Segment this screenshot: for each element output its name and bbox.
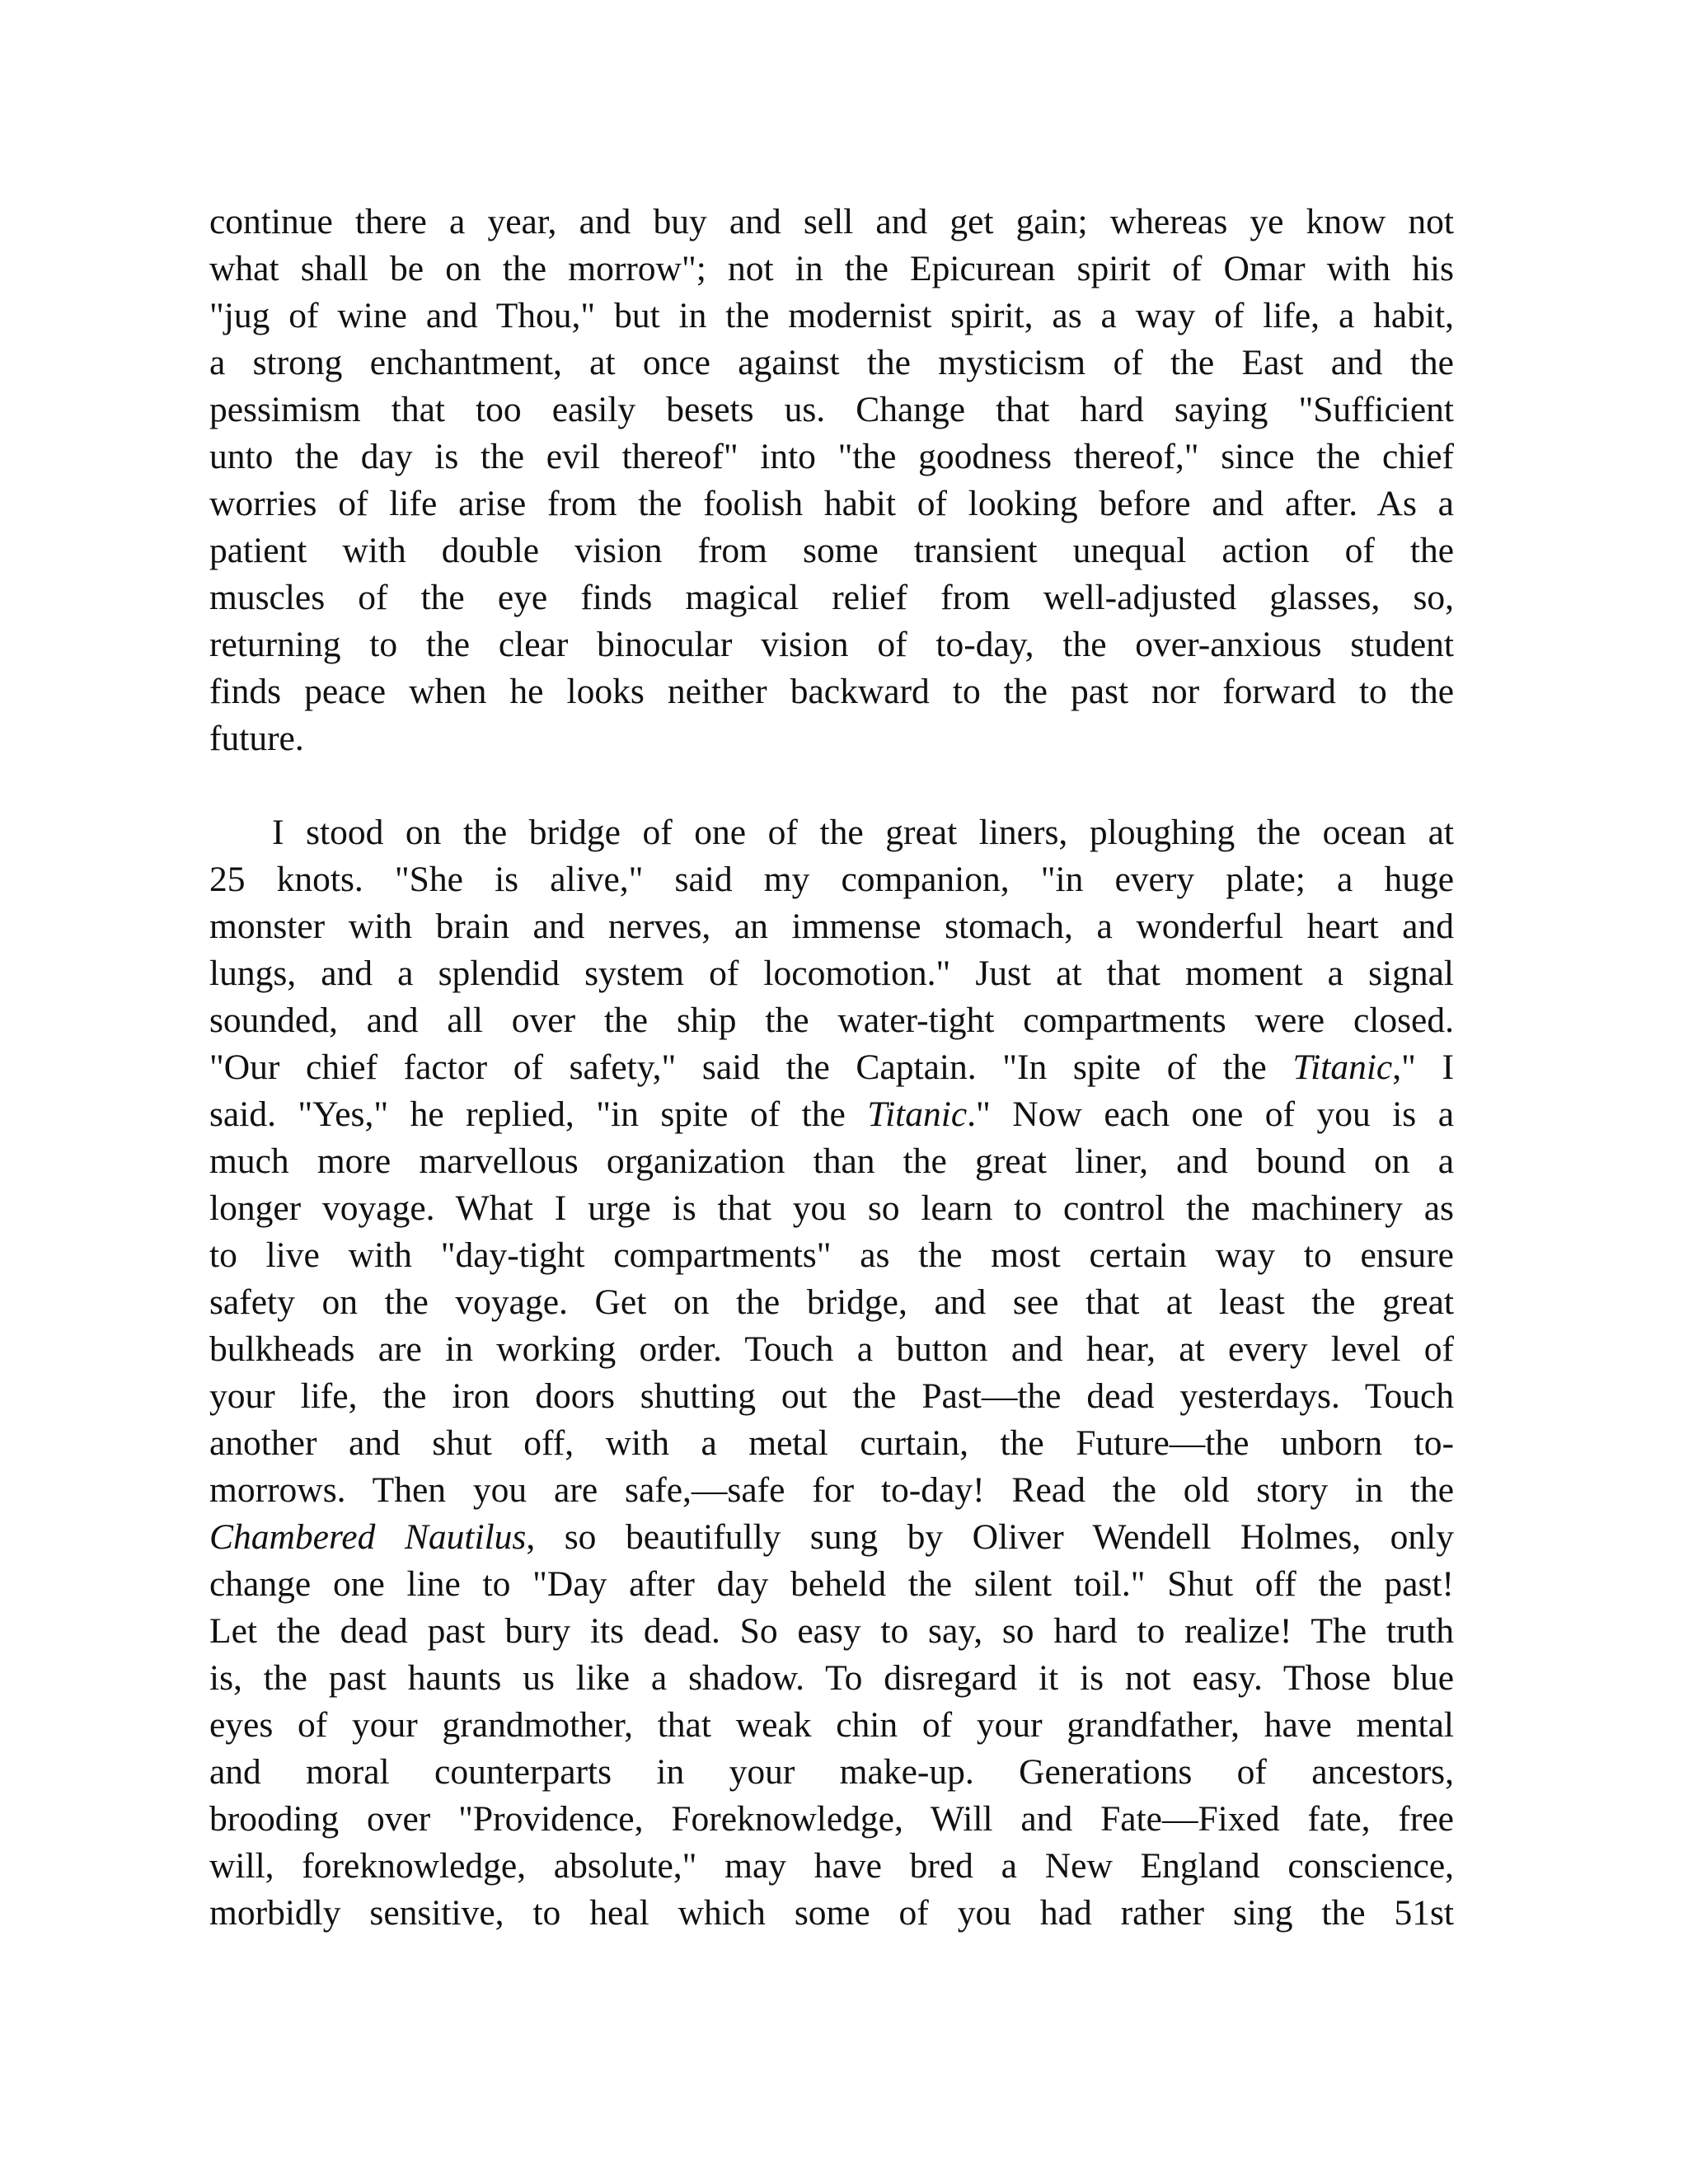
text-line: what shall be on the morrow"; not in the Epicurean spirit of Omar with his [209,249,1454,288]
text-line: safety on the voyage. Get on the bridge, and see that at least the great [209,1282,1454,1322]
text-line: muscles of the eye finds magical relief from well-adjusted glasses, so, [209,578,1454,617]
text-line: future. [209,719,304,758]
paragraph-1 [209,199,1454,762]
italic-title: Chambered Nautilus [209,1517,527,1557]
text-line: a strong enchantment, at once against the mysticism of the East and the [209,343,1454,382]
text-line: your life, the iron doors shutting out the Past—the dead yesterdays. Touch [209,1376,1454,1416]
text-line: continue there a year, and buy and sell and get gain; whereas ye know not [209,202,1454,241]
page-body [209,199,1454,1937]
italic-title: Titanic [1292,1047,1393,1087]
paragraph-2 [209,809,1454,1937]
italic-title: Titanic [867,1094,968,1134]
text-line: "Our chief factor of safety," said the Captain. "In spite of the Titanic," I [209,1047,1454,1087]
text-line: returning to the clear binocular vision of to-day, the over-anxious student [209,625,1454,664]
text-line: and moral counterparts in your make-up. Generations of ancestors, [209,1752,1454,1792]
text-line: finds peace when he looks neither backward to the past nor forward to the [209,672,1454,711]
text-line: brooding over "Providence, Foreknowledge, Will and Fate—Fixed fate, free [209,1799,1454,1839]
text-line: change one line to "Day after day beheld the silent toil." Shut off the past! [209,1564,1454,1604]
text-line: unto the day is the evil thereof" into "the goodness thereof," since the chief [209,437,1454,476]
text-line: longer voyage. What I urge is that you so learn to control the machinery as [209,1188,1454,1228]
text-line: 25 knots. "She is alive," said my companion, "in every plate; a huge [209,860,1454,899]
text-line: pessimism that too easily besets us. Change that hard saying "Sufficient [209,390,1454,429]
text-line: bulkheads are in working order. Touch a button and hear, at every level of [209,1329,1454,1369]
text-line: will, foreknowledge, absolute," may have bred a New England conscience, [209,1846,1454,1886]
text-line: much more marvellous organization than the great liner, and bound on a [209,1141,1454,1181]
text-line: said. "Yes," he replied, "in spite of the Titanic." Now each one of you is a [209,1094,1455,1134]
text-line: another and shut off, with a metal curtain, the Future—the unborn to- [209,1423,1454,1463]
text-line: sounded, and all over the ship the water-tight compartments were closed. [209,1001,1454,1040]
text-line: monster with brain and nerves, an immense stomach, a wonderful heart and [209,907,1454,946]
text-line: eyes of your grandmother, that weak chin of your grandfather, have mental [209,1705,1454,1745]
text-line: worries of life arise from the foolish habit of looking before and after. As a [209,484,1454,523]
text-line: lungs, and a splendid system of locomotion." Just at that moment a signal [209,954,1454,993]
text-line: morbidly sensitive, to heal which some of you had rather sing the 51st [209,1893,1454,1933]
text-line: Chambered Nautilus, so beautifully sung by Oliver Wendell Holmes, only [209,1517,1454,1557]
text-line: Let the dead past bury its dead. So easy to say, so hard to realize! The truth [209,1611,1454,1651]
text-line: is, the past haunts us like a shadow. To disregard it is not easy. Those blue [209,1658,1454,1698]
text-line: I stood on the bridge of one of the great liners, ploughing the ocean at [272,813,1454,852]
text-line: morrows. Then you are safe,—safe for to-day! Read the old story in the [209,1470,1454,1510]
text-line: patient with double vision from some transient unequal action of the [209,531,1454,570]
text-line: to live with "day-tight compartments" as the most certain way to ensure [209,1235,1454,1275]
text-line: "jug of wine and Thou," but in the modernist spirit, as a way of life, a habit, [209,296,1454,335]
